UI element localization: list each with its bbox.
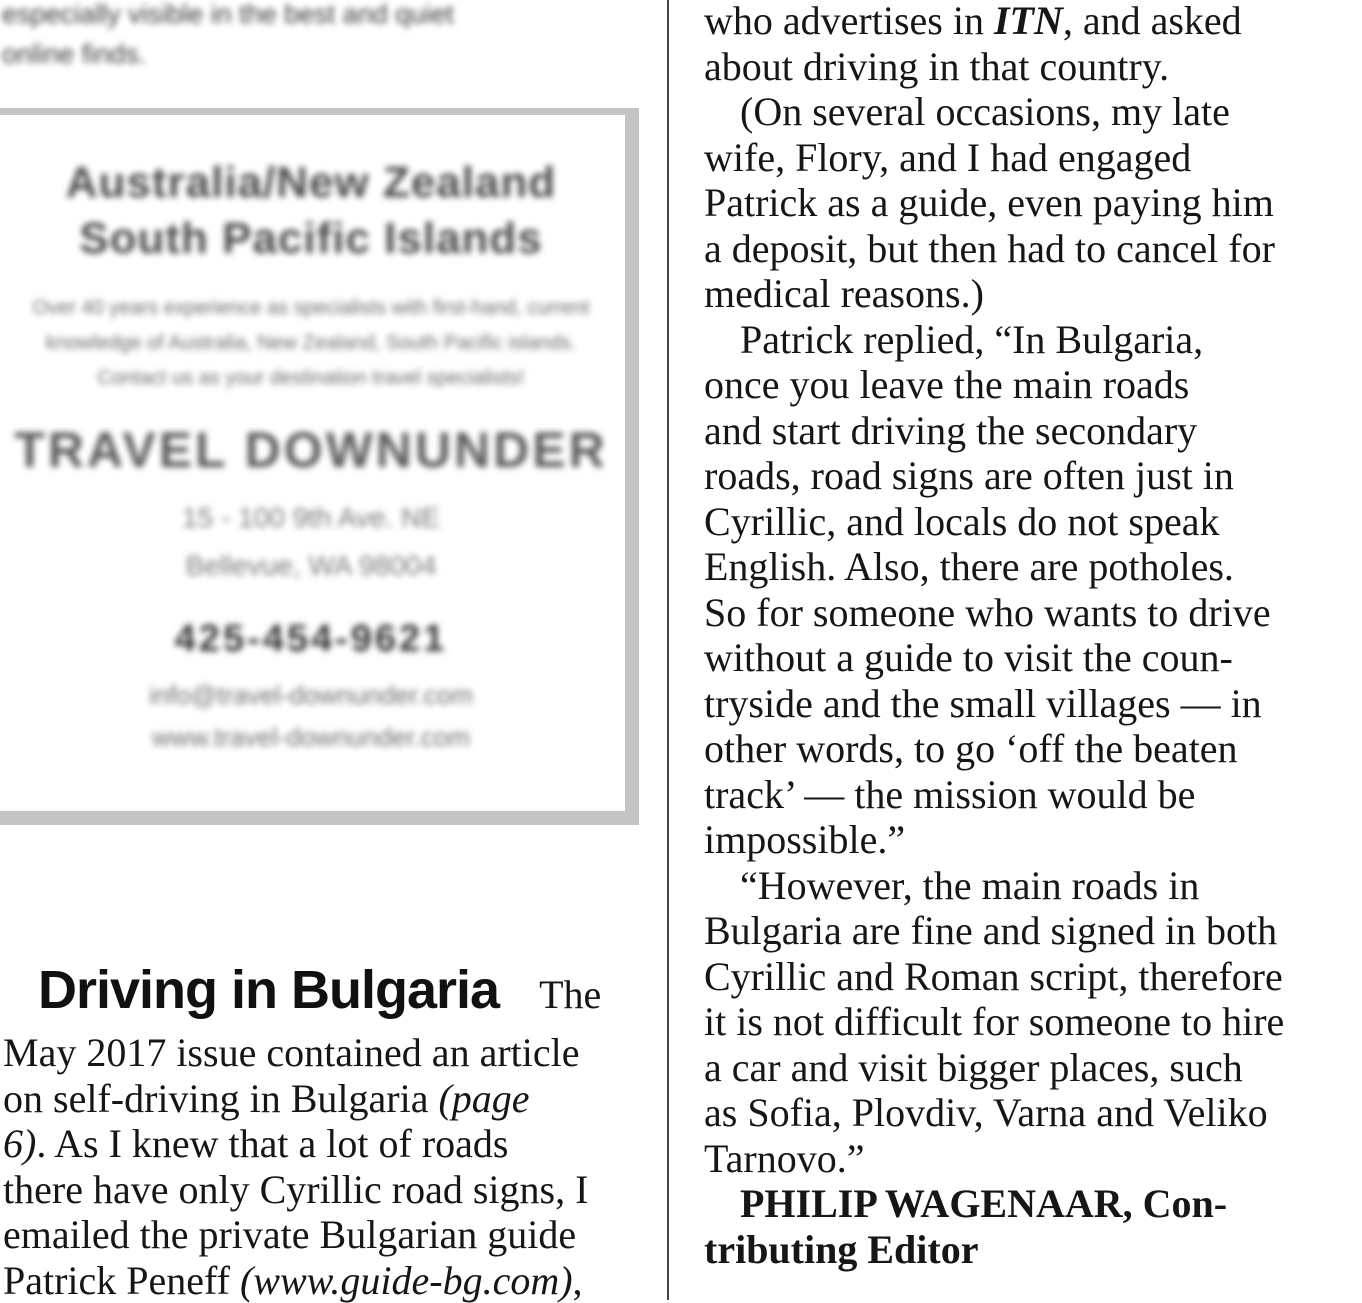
article-line	[704, 817, 1354, 863]
article-line	[3, 1258, 643, 1303]
article-line	[704, 226, 1354, 272]
author-signature: PHILIP WAGENAAR, Con-	[740, 1181, 1227, 1226]
article-text: and start driving the secondary	[704, 408, 1197, 453]
article-line	[704, 772, 1354, 818]
article-line	[704, 1045, 1354, 1091]
article-line	[704, 180, 1354, 226]
article-line	[3, 1030, 643, 1076]
article-line	[704, 271, 1354, 317]
article-text: who advertises in	[704, 0, 994, 43]
article-line	[704, 954, 1354, 1000]
article-line	[704, 408, 1354, 454]
article-line	[704, 1136, 1354, 1182]
article-line	[539, 972, 601, 1017]
article-line	[704, 362, 1354, 408]
article-line	[3, 1121, 643, 1167]
article-text: Patrick replied, “In Bulgaria,	[740, 317, 1203, 362]
article-text: medical reasons.)	[704, 271, 984, 316]
ad-description: Over 40 years experience as specialists with first-hand, current knowledge of Australia, New Zealand, South Pacific islands. Contact us as your destination travel specialists!	[31, 291, 591, 396]
article-text: (On several occasions, my late	[740, 89, 1230, 134]
column-divider	[667, 0, 669, 1300]
ad-address-city: Bellevue, WA 98004	[0, 542, 625, 590]
ad-subheadline: South Pacific Islands	[0, 211, 625, 267]
ad-phone: 425-454-9621	[0, 614, 625, 664]
article-text: track’ — the mission would be	[704, 772, 1195, 817]
article-text: ,	[573, 1258, 583, 1303]
ad-email-link[interactable]: info@travel-downunder.com	[0, 674, 625, 716]
article-text: as Sofia, Plovdiv, Varna and Veliko	[704, 1090, 1268, 1135]
article-text: Tarnovo.”	[704, 1136, 864, 1181]
article-text: Bulgaria are fine and signed in both	[704, 908, 1277, 953]
article-line	[704, 635, 1354, 681]
author-signature: tributing Editor	[704, 1227, 978, 1272]
article-line	[3, 1167, 643, 1213]
ad-address-street: 15 - 100 9th Ave. NE	[0, 494, 625, 542]
article-line	[704, 726, 1354, 772]
article-emphasis: 6)	[3, 1121, 36, 1166]
article-text: “However, the main roads in	[740, 863, 1199, 908]
article-text: English. Also, there are potholes.	[704, 544, 1234, 589]
advertisement-box	[0, 108, 639, 825]
article-text: it is not difficult for someone to hire	[704, 999, 1284, 1044]
article-first-line	[3, 950, 643, 1030]
article-emphasis: (page	[438, 1076, 529, 1121]
article-text: without a guide to visit the coun-	[704, 635, 1233, 680]
article-text: about driving in that country.	[704, 44, 1169, 89]
article-line	[704, 89, 1354, 135]
article-line	[704, 317, 1354, 363]
article-text: there have only Cyrillic road signs, I	[3, 1167, 588, 1212]
article-line	[704, 135, 1354, 181]
article-line	[704, 999, 1354, 1045]
article-line	[704, 863, 1354, 909]
article-text: May 2017 issue contained an article	[3, 1030, 579, 1075]
article-line	[704, 590, 1354, 636]
ad-snippet-line: online finds.	[2, 34, 602, 74]
article-text: tryside and the small villages — in	[704, 681, 1262, 726]
article-line	[704, 453, 1354, 499]
article-left-column	[3, 950, 643, 1303]
ad-company-name: TRAVEL DOWNUNDER	[0, 420, 625, 480]
publication-name: ITN	[994, 0, 1063, 43]
article-line	[704, 1090, 1354, 1136]
article-line	[704, 908, 1354, 954]
ad-top-snippet	[2, 0, 602, 74]
article-text: roads, road signs are often just in	[704, 453, 1234, 498]
article-line	[704, 1227, 1354, 1273]
article-text: wife, Flory, and I had engaged	[704, 135, 1191, 180]
article-text: impossible.”	[704, 817, 905, 862]
article-text: The	[539, 972, 601, 1017]
article-text: Cyrillic, and locals do not speak	[704, 499, 1219, 544]
article-body-right	[704, 0, 1354, 1272]
article-line	[704, 681, 1354, 727]
article-text: . As I knew that a lot of roads	[36, 1121, 508, 1166]
article-line	[704, 44, 1354, 90]
article-line	[704, 544, 1354, 590]
ad-website-link[interactable]: www.travel-downunder.com	[0, 716, 625, 758]
article-line	[704, 1181, 1354, 1227]
ad-snippet-line: especially visible in the best and quiet	[2, 0, 602, 34]
article-body-left	[3, 1030, 643, 1303]
article-line	[704, 0, 1354, 44]
article-line	[3, 1212, 643, 1258]
ad-headline: Australia/New Zealand	[0, 155, 625, 211]
article-text: Patrick Peneff	[3, 1258, 240, 1303]
article-text: Cyrillic and Roman script, therefore	[704, 954, 1283, 999]
article-text: once you leave the main roads	[704, 362, 1189, 407]
article-text: other words, to go ‘off the beaten	[704, 726, 1238, 771]
article-text: So for someone who wants to drive	[704, 590, 1271, 635]
article-text: emailed the private Bulgarian guide	[3, 1212, 576, 1257]
article-text: Patrick as a guide, even paying him	[704, 180, 1274, 225]
article-text: a deposit, but then had to cancel for	[704, 226, 1275, 271]
article-headline: Driving in Bulgaria	[3, 960, 539, 1020]
article-text: , and asked	[1063, 0, 1242, 43]
article-line	[704, 499, 1354, 545]
article-text: on self-driving in Bulgaria	[3, 1076, 438, 1121]
article-emphasis: (www.guide-bg.com)	[240, 1258, 573, 1303]
article-text: a car and visit bigger places, such	[704, 1045, 1243, 1090]
article-line	[3, 1076, 643, 1122]
article-right-column	[704, 0, 1354, 1272]
